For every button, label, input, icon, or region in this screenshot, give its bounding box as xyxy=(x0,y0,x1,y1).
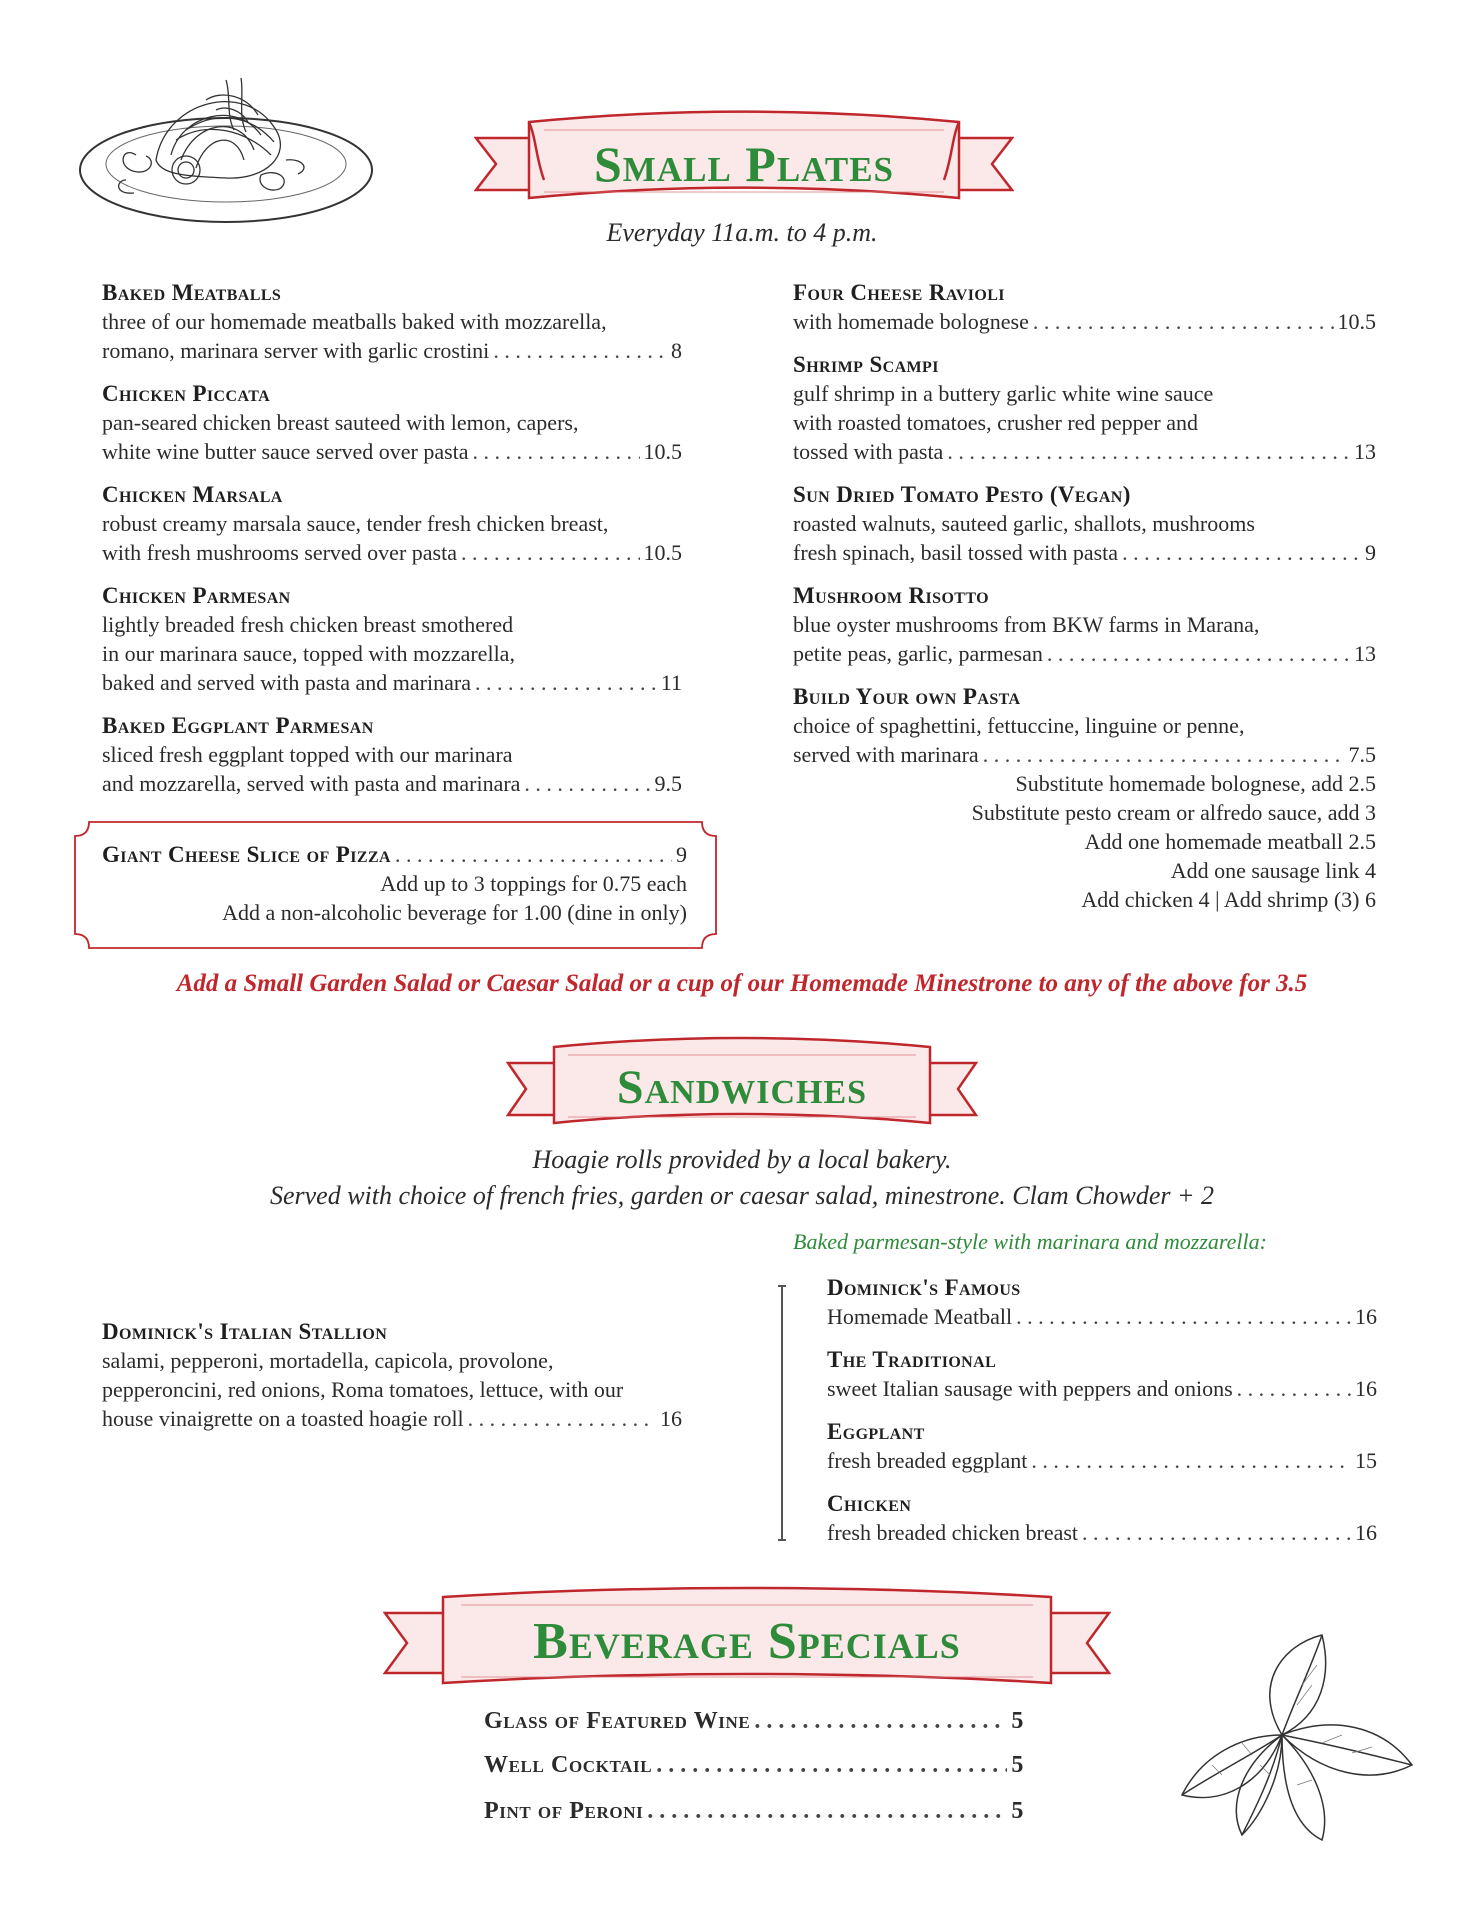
item-desc: blue oyster mushrooms from BKW farms in Marana, xyxy=(793,612,1260,637)
parm-style-note: Baked parmesan-style with marinara and mozzarella: xyxy=(793,1229,1267,1254)
item-desc: fresh spinach, basil tossed with pasta xyxy=(793,540,1119,565)
menu-item xyxy=(827,1273,1377,1331)
hours-text: Everyday 11a.m. to 4 p.m. xyxy=(606,218,878,247)
beverage-item xyxy=(484,1752,1024,1779)
sandwiches-subtitle-2: Served with choice of french fries, garden or caesar salad, minestrone. Clam Chowder + 2 xyxy=(269,1181,1215,1210)
item-price: 9 xyxy=(676,842,687,867)
small-plates-title: Small Plates xyxy=(593,136,895,192)
pizza-callout-box xyxy=(73,820,718,950)
item-name: Build Your own Pasta xyxy=(793,684,1021,709)
item-desc: with roasted tomatoes, crusher red pepper and xyxy=(793,410,1199,435)
item-price: 10.5 xyxy=(1337,309,1376,334)
addon-note: Add one sausage link 4 xyxy=(1170,858,1376,883)
menu-item xyxy=(793,581,1376,668)
item-desc: pan-seared chicken breast sauteed with lemon, capers, xyxy=(102,410,579,435)
item-desc: with homemade bolognese xyxy=(793,309,1029,334)
item-desc: white wine butter sauce served over pasta xyxy=(102,439,469,464)
addon-note: Substitute pesto cream or alfredo sauce, add 3 xyxy=(971,800,1376,825)
beverage-price: 5 xyxy=(1011,1752,1024,1778)
item-name: Shrimp Scampi xyxy=(793,352,939,377)
small-plates-right-column xyxy=(793,278,1376,914)
basil-leaves-icon xyxy=(1172,1625,1432,1845)
item-desc: and mozzarella, served with pasta and marinara xyxy=(102,771,521,796)
addon-note: Add chicken 4 | Add shrimp (3) 6 xyxy=(1081,887,1376,912)
item-desc: Homemade Meatball xyxy=(827,1304,1013,1329)
item-price: 16 xyxy=(1355,1520,1377,1545)
item-desc: choice of spaghettini, fettuccine, linguine or penne, xyxy=(793,713,1245,738)
menu-item xyxy=(102,278,682,365)
item-price: 16 xyxy=(660,1406,682,1431)
item-desc: tossed with pasta xyxy=(793,439,944,464)
beverage-specials-title: Beverage Specials xyxy=(533,1613,961,1670)
menu-item xyxy=(793,480,1376,567)
item-price: 7.5 xyxy=(1348,742,1376,767)
menu-item xyxy=(793,350,1376,466)
item-price: 13 xyxy=(1354,641,1376,666)
menu-item xyxy=(793,682,1376,914)
item-name: Mushroom Risotto xyxy=(793,583,989,608)
item-price: 11 xyxy=(660,670,682,695)
item-name: Chicken Marsala xyxy=(102,482,283,507)
item-name: Eggplant xyxy=(827,1419,925,1444)
addon-note: Add one homemade meatball 2.5 xyxy=(1084,829,1376,854)
item-name: Chicken xyxy=(827,1491,912,1516)
menu-item xyxy=(102,581,682,697)
item-name: Dominick's Italian Stallion xyxy=(102,1319,388,1344)
beverage-item xyxy=(484,1798,1024,1825)
beverage-name: Glass of Featured Wine xyxy=(484,1708,751,1734)
item-desc: three of our homemade meatballs baked with mozzarella, xyxy=(102,309,607,334)
spaghetti-plate-icon xyxy=(76,60,376,230)
item-desc: fresh breaded chicken breast xyxy=(827,1520,1079,1545)
item-desc: gulf shrimp in a buttery garlic white wine sauce xyxy=(793,381,1214,406)
menu-item xyxy=(827,1417,1377,1475)
item-price: 15 xyxy=(1355,1448,1377,1473)
item-name: Giant Cheese Slice of Pizza xyxy=(102,842,391,867)
sandwiches-title: Sandwiches xyxy=(616,1061,868,1114)
item-name: The Traditional xyxy=(827,1347,997,1372)
menu-item xyxy=(102,711,682,798)
menu-item xyxy=(102,840,687,927)
salad-addon-note: Add a Small Garden Salad or Caesar Salad or a cup of our Homemade Minestrone to any of the above for 3.5 xyxy=(176,970,1308,997)
beverage-price: 5 xyxy=(1011,1708,1024,1734)
beverage-name: Pint of Peroni xyxy=(484,1798,644,1824)
beverage-name: Well Cocktail xyxy=(484,1752,653,1778)
item-price: 9 xyxy=(1365,540,1376,565)
item-desc: baked and served with pasta and marinara xyxy=(102,670,471,695)
item-price: 9.5 xyxy=(654,771,682,796)
pizza-note: Add a non-alcoholic beverage for 1.00 (dine in only) xyxy=(222,900,687,925)
item-name: Baked Eggplant Parmesan xyxy=(102,713,374,738)
item-price: 10.5 xyxy=(643,540,682,565)
item-name: Four Cheese Ravioli xyxy=(793,280,1005,305)
small-plates-left-column xyxy=(102,278,682,798)
item-price: 16 xyxy=(1355,1376,1377,1401)
item-name: Baked Meatballs xyxy=(102,280,282,305)
beverage-price: 5 xyxy=(1011,1798,1024,1824)
item-price: 16 xyxy=(1355,1304,1377,1329)
sandwiches-subtitle-1: Hoagie rolls provided by a local bakery. xyxy=(532,1145,952,1174)
menu-item xyxy=(793,278,1376,336)
item-desc: with fresh mushrooms served over pasta xyxy=(102,540,457,565)
beverage-item xyxy=(484,1708,1024,1735)
sandwiches-banner xyxy=(506,1035,978,1135)
item-desc: salami, pepperoni, mortadella, capicola, provolone, xyxy=(102,1348,554,1373)
item-desc: in our marinara sauce, topped with mozzarella, xyxy=(102,641,515,666)
item-desc: romano, marinara server with garlic crostini xyxy=(102,338,490,363)
item-price: 13 xyxy=(1354,439,1376,464)
item-desc: pepperoncini, red onions, Roma tomatoes, lettuce, with our xyxy=(102,1377,624,1402)
item-desc: sliced fresh eggplant topped with our marinara xyxy=(102,742,513,767)
item-desc: served with marinara xyxy=(793,742,979,767)
item-desc: petite peas, garlic, parmesan xyxy=(793,641,1043,666)
item-price: 8 xyxy=(671,338,682,363)
menu-item xyxy=(827,1345,1377,1403)
menu-item xyxy=(102,480,682,567)
divider-bracket xyxy=(781,1285,783,1541)
beverage-specials-banner xyxy=(383,1585,1111,1697)
item-desc: lightly breaded fresh chicken breast smothered xyxy=(102,612,514,637)
menu-item xyxy=(827,1489,1377,1547)
menu-item xyxy=(102,1317,682,1433)
parm-sandwich-list xyxy=(827,1273,1377,1547)
item-price: 10.5 xyxy=(643,439,682,464)
small-plates-banner xyxy=(474,108,1014,212)
addon-note: Substitute homemade bolognese, add 2.5 xyxy=(1015,771,1376,796)
item-desc: sweet Italian sausage with peppers and onions xyxy=(827,1376,1233,1401)
pizza-note: Add up to 3 toppings for 0.75 each xyxy=(380,871,687,896)
item-desc: house vinaigrette on a toasted hoagie roll xyxy=(102,1406,464,1431)
menu-item xyxy=(102,379,682,466)
item-desc: robust creamy marsala sauce, tender fresh chicken breast, xyxy=(102,511,609,536)
item-name: Sun Dried Tomato Pesto (Vegan) xyxy=(793,482,1131,507)
item-name: Chicken Piccata xyxy=(102,381,271,406)
item-name: Dominick's Famous xyxy=(827,1275,1021,1300)
item-desc: roasted walnuts, sauteed garlic, shallots, mushrooms xyxy=(793,511,1255,536)
item-name: Chicken Parmesan xyxy=(102,583,291,608)
item-desc: fresh breaded eggplant xyxy=(827,1448,1028,1473)
